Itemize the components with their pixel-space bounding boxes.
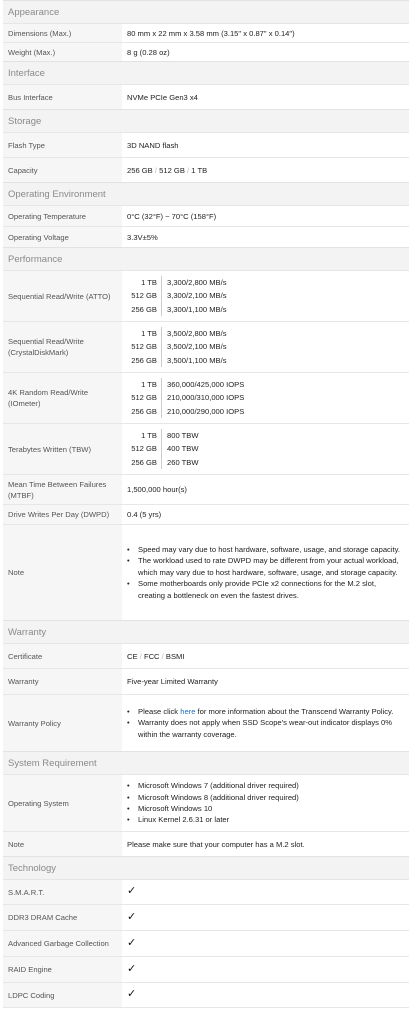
spec-label: Dimensions (Max.) [3, 24, 122, 42]
checkmark-icon: ✓ [127, 910, 137, 923]
spec-row-bus [3, 84, 409, 109]
spec-row-smart [3, 879, 409, 904]
spec-value [122, 695, 409, 751]
spec-label: Weight (Max.) [3, 43, 122, 61]
list-item: • Microsoft Windows 7 (additional driver required) [135, 780, 299, 791]
capacity-line [127, 391, 244, 404]
spec-row-flash [3, 132, 409, 157]
spec-row-raid [3, 956, 409, 982]
performance-section [3, 247, 409, 620]
spec-label: Operating Temperature [3, 206, 122, 226]
spec-row-crystaldiskmark [3, 321, 409, 372]
os-list [127, 780, 299, 826]
checkmark-icon: ✓ [127, 988, 137, 1001]
capacity-value: 800 TBW [167, 431, 199, 441]
interface-section [3, 61, 409, 109]
separator: / [187, 165, 190, 175]
spec-label: Sequential Read/Write (CrystalDiskMark) [3, 322, 122, 372]
section-title: System Requirement [3, 751, 409, 774]
list-item: • Speed may vary due to host hardware, software, usage, and storage capacity. [135, 544, 404, 555]
spec-row-note [3, 524, 409, 620]
spec-row-atto [3, 270, 409, 321]
spec-value [122, 957, 409, 982]
capacity-size: 512 GB [127, 391, 162, 404]
capacity-value: 260 TBW [167, 457, 199, 467]
capacity-line [127, 354, 227, 367]
separator: / [154, 165, 158, 175]
capacity-size: 512 GB [127, 340, 162, 353]
spec-value [122, 905, 409, 930]
capacity-line [127, 289, 227, 302]
spec-value [122, 644, 409, 668]
capacity-part: 1 TB [191, 165, 208, 175]
capacity-size: 1 TB [127, 327, 162, 340]
capacity-value: 210,000/290,000 IOPS [167, 406, 245, 416]
capacity-value: 3,300/2,800 MB/s [167, 278, 227, 288]
capacity-part: 256 GB [127, 165, 153, 175]
warranty-policy-link[interactable]: here [180, 706, 196, 716]
section-title: Storage [3, 109, 409, 132]
spec-row-dimensions [3, 23, 409, 42]
capacity-value: 3,300/1,100 MB/s [167, 304, 227, 314]
policy-text: for more information about the Transcend Warranty Policy. [195, 706, 394, 716]
spec-label: Warranty Policy [3, 695, 122, 751]
spec-row-temperature [3, 205, 409, 226]
policy-list [127, 706, 404, 740]
capacity-size: 256 GB [127, 303, 162, 316]
certificate-part: CE [127, 651, 138, 661]
capacity-line [127, 303, 227, 316]
policy-text: Please click [138, 706, 181, 716]
capacity-table [122, 373, 409, 423]
note-list [127, 544, 404, 601]
list-item: • Warranty does not apply when SSD Scope's wear-out indicator displays 0% within the warranty coverage. [135, 717, 404, 740]
spec-label: Drive Writes Per Day (DWPD) [3, 505, 122, 524]
checkmark-icon: ✓ [127, 936, 137, 949]
spec-row-capacity [3, 157, 409, 182]
capacity-value: 210,000/310,000 IOPS [167, 393, 245, 403]
spec-value [122, 983, 409, 1007]
spec-label: Certificate [3, 644, 122, 668]
capacity-size: 1 TB [127, 276, 162, 289]
section-title: Warranty [3, 620, 409, 643]
spec-row-dwpd [3, 504, 409, 524]
spec-label: Note [3, 832, 122, 856]
section-title: Performance [3, 247, 409, 270]
spec-row-ldpc [3, 982, 409, 1008]
appearance-section [3, 0, 409, 61]
spec-row-tbw [3, 423, 409, 474]
spec-label: LDPC Coding [3, 983, 122, 1007]
spec-label: Sequential Read/Write (ATTO) [3, 271, 122, 321]
spec-label: Flash Type [3, 133, 122, 157]
spec-label: Bus Interface [3, 85, 122, 109]
spec-value [122, 880, 409, 904]
section-title: Interface [3, 61, 409, 84]
spec-label: Capacity [3, 158, 122, 182]
spec-value: Five-year Limited Warranty [127, 677, 218, 686]
certificate-part: BSMI [165, 651, 185, 661]
spec-row-random [3, 372, 409, 423]
capacity-value: 3,300/2,100 MB/s [167, 291, 227, 301]
capacity-line [127, 442, 199, 455]
technology-section [3, 856, 409, 1008]
spec-value [122, 931, 409, 956]
system-section [3, 751, 409, 856]
section-title: Operating Environment [3, 182, 409, 205]
capacity-table [122, 271, 409, 321]
spec-value: 8 g (0.28 oz) [127, 47, 170, 57]
capacity-size: 1 TB [127, 378, 162, 391]
spec-row-voltage [3, 226, 409, 247]
separator: / [161, 651, 164, 661]
capacity-table [122, 424, 409, 474]
capacity-value: 360,000/425,000 IOPS [167, 380, 245, 390]
spec-label: Operating System [3, 775, 122, 831]
capacity-line [127, 405, 244, 418]
environment-section [3, 182, 409, 247]
checkmark-icon: ✓ [127, 962, 137, 975]
warranty-section [3, 620, 409, 751]
capacity-line [127, 378, 244, 391]
spec-row-garbage-collection [3, 930, 409, 956]
spec-row-warranty-policy [3, 694, 409, 751]
capacity-value: 400 TBW [167, 444, 199, 454]
spec-value: 80 mm x 22 mm x 3.58 mm (3.15" x 0.87" x 0.14") [127, 28, 295, 38]
section-title: Appearance [3, 0, 409, 23]
spec-value [122, 158, 409, 182]
capacity-size: 1 TB [127, 429, 162, 442]
spec-value: 1,500,000 hour(s) [127, 485, 187, 494]
spec-label: Operating Voltage [3, 227, 122, 247]
section-title: Technology [3, 856, 409, 879]
spec-value [122, 525, 409, 620]
spec-label: Warranty [3, 669, 122, 694]
capacity-line [127, 456, 199, 469]
spec-label: S.M.A.R.T. [3, 880, 122, 904]
list-item: • Some motherboards only provide PCIe x2 connections for the M.2 slot, creating a bottleneck on even the fastest drives. [135, 578, 404, 601]
list-item [135, 706, 404, 717]
certificate-part: FCC [143, 651, 160, 661]
capacity-part: 512 GB [159, 165, 185, 175]
capacity-line [127, 276, 227, 289]
spec-value: 3.3V±5% [127, 232, 158, 242]
spec-row-os [3, 774, 409, 831]
capacity-size: 512 GB [127, 442, 162, 455]
capacity-line [127, 340, 227, 353]
spec-label: Advanced Garbage Collection [3, 931, 122, 956]
spec-value: 0°C (32°F) ~ 70°C (158°F) [127, 211, 217, 221]
spec-row-dram [3, 904, 409, 930]
capacity-size: 256 GB [127, 405, 162, 418]
list-item: • The workload used to rate DWPD may be different from your actual workload, which may vary due to host hardware, software, usage, and storage capacity. [135, 555, 404, 578]
spec-label: Mean Time Between Failures (MTBF) [3, 475, 122, 504]
capacity-value: 3,500/2,100 MB/s [167, 342, 227, 352]
capacity-line [127, 327, 227, 340]
list-item: • Linux Kernel 2.6.31 or later [135, 814, 299, 825]
storage-section [3, 109, 409, 182]
checkmark-icon: ✓ [127, 885, 137, 898]
capacity-line [127, 429, 199, 442]
spec-label: Terabytes Written (TBW) [3, 424, 122, 474]
capacity-value: 3,500/1,100 MB/s [167, 355, 227, 365]
spec-row-system-note [3, 831, 409, 856]
capacity-size: 512 GB [127, 289, 162, 302]
capacity-table [122, 322, 409, 372]
spec-label: 4K Random Read/Write (IOmeter) [3, 373, 122, 423]
capacity-size: 256 GB [127, 354, 162, 367]
capacity-value: 3,500/2,800 MB/s [167, 329, 227, 339]
spec-label: Note [3, 525, 122, 620]
spec-value: 0.4 (5 yrs) [127, 510, 162, 519]
spec-value: Please make sure that your computer has a M.2 slot. [127, 839, 305, 849]
spec-value: 3D NAND flash [127, 140, 179, 150]
spec-label: RAID Engine [3, 957, 122, 982]
list-item: • Microsoft Windows 10 [135, 803, 299, 814]
spec-label: DDR3 DRAM Cache [3, 905, 122, 930]
separator: / [139, 651, 142, 661]
spec-row-warranty [3, 668, 409, 694]
capacity-size: 256 GB [127, 456, 162, 469]
spec-value [122, 775, 409, 831]
spec-row-weight [3, 42, 409, 61]
list-item: • Microsoft Windows 8 (additional driver required) [135, 792, 299, 803]
spec-row-mtbf [3, 474, 409, 504]
spec-value: NVMe PCIe Gen3 x4 [127, 92, 198, 102]
spec-row-certificate [3, 643, 409, 668]
